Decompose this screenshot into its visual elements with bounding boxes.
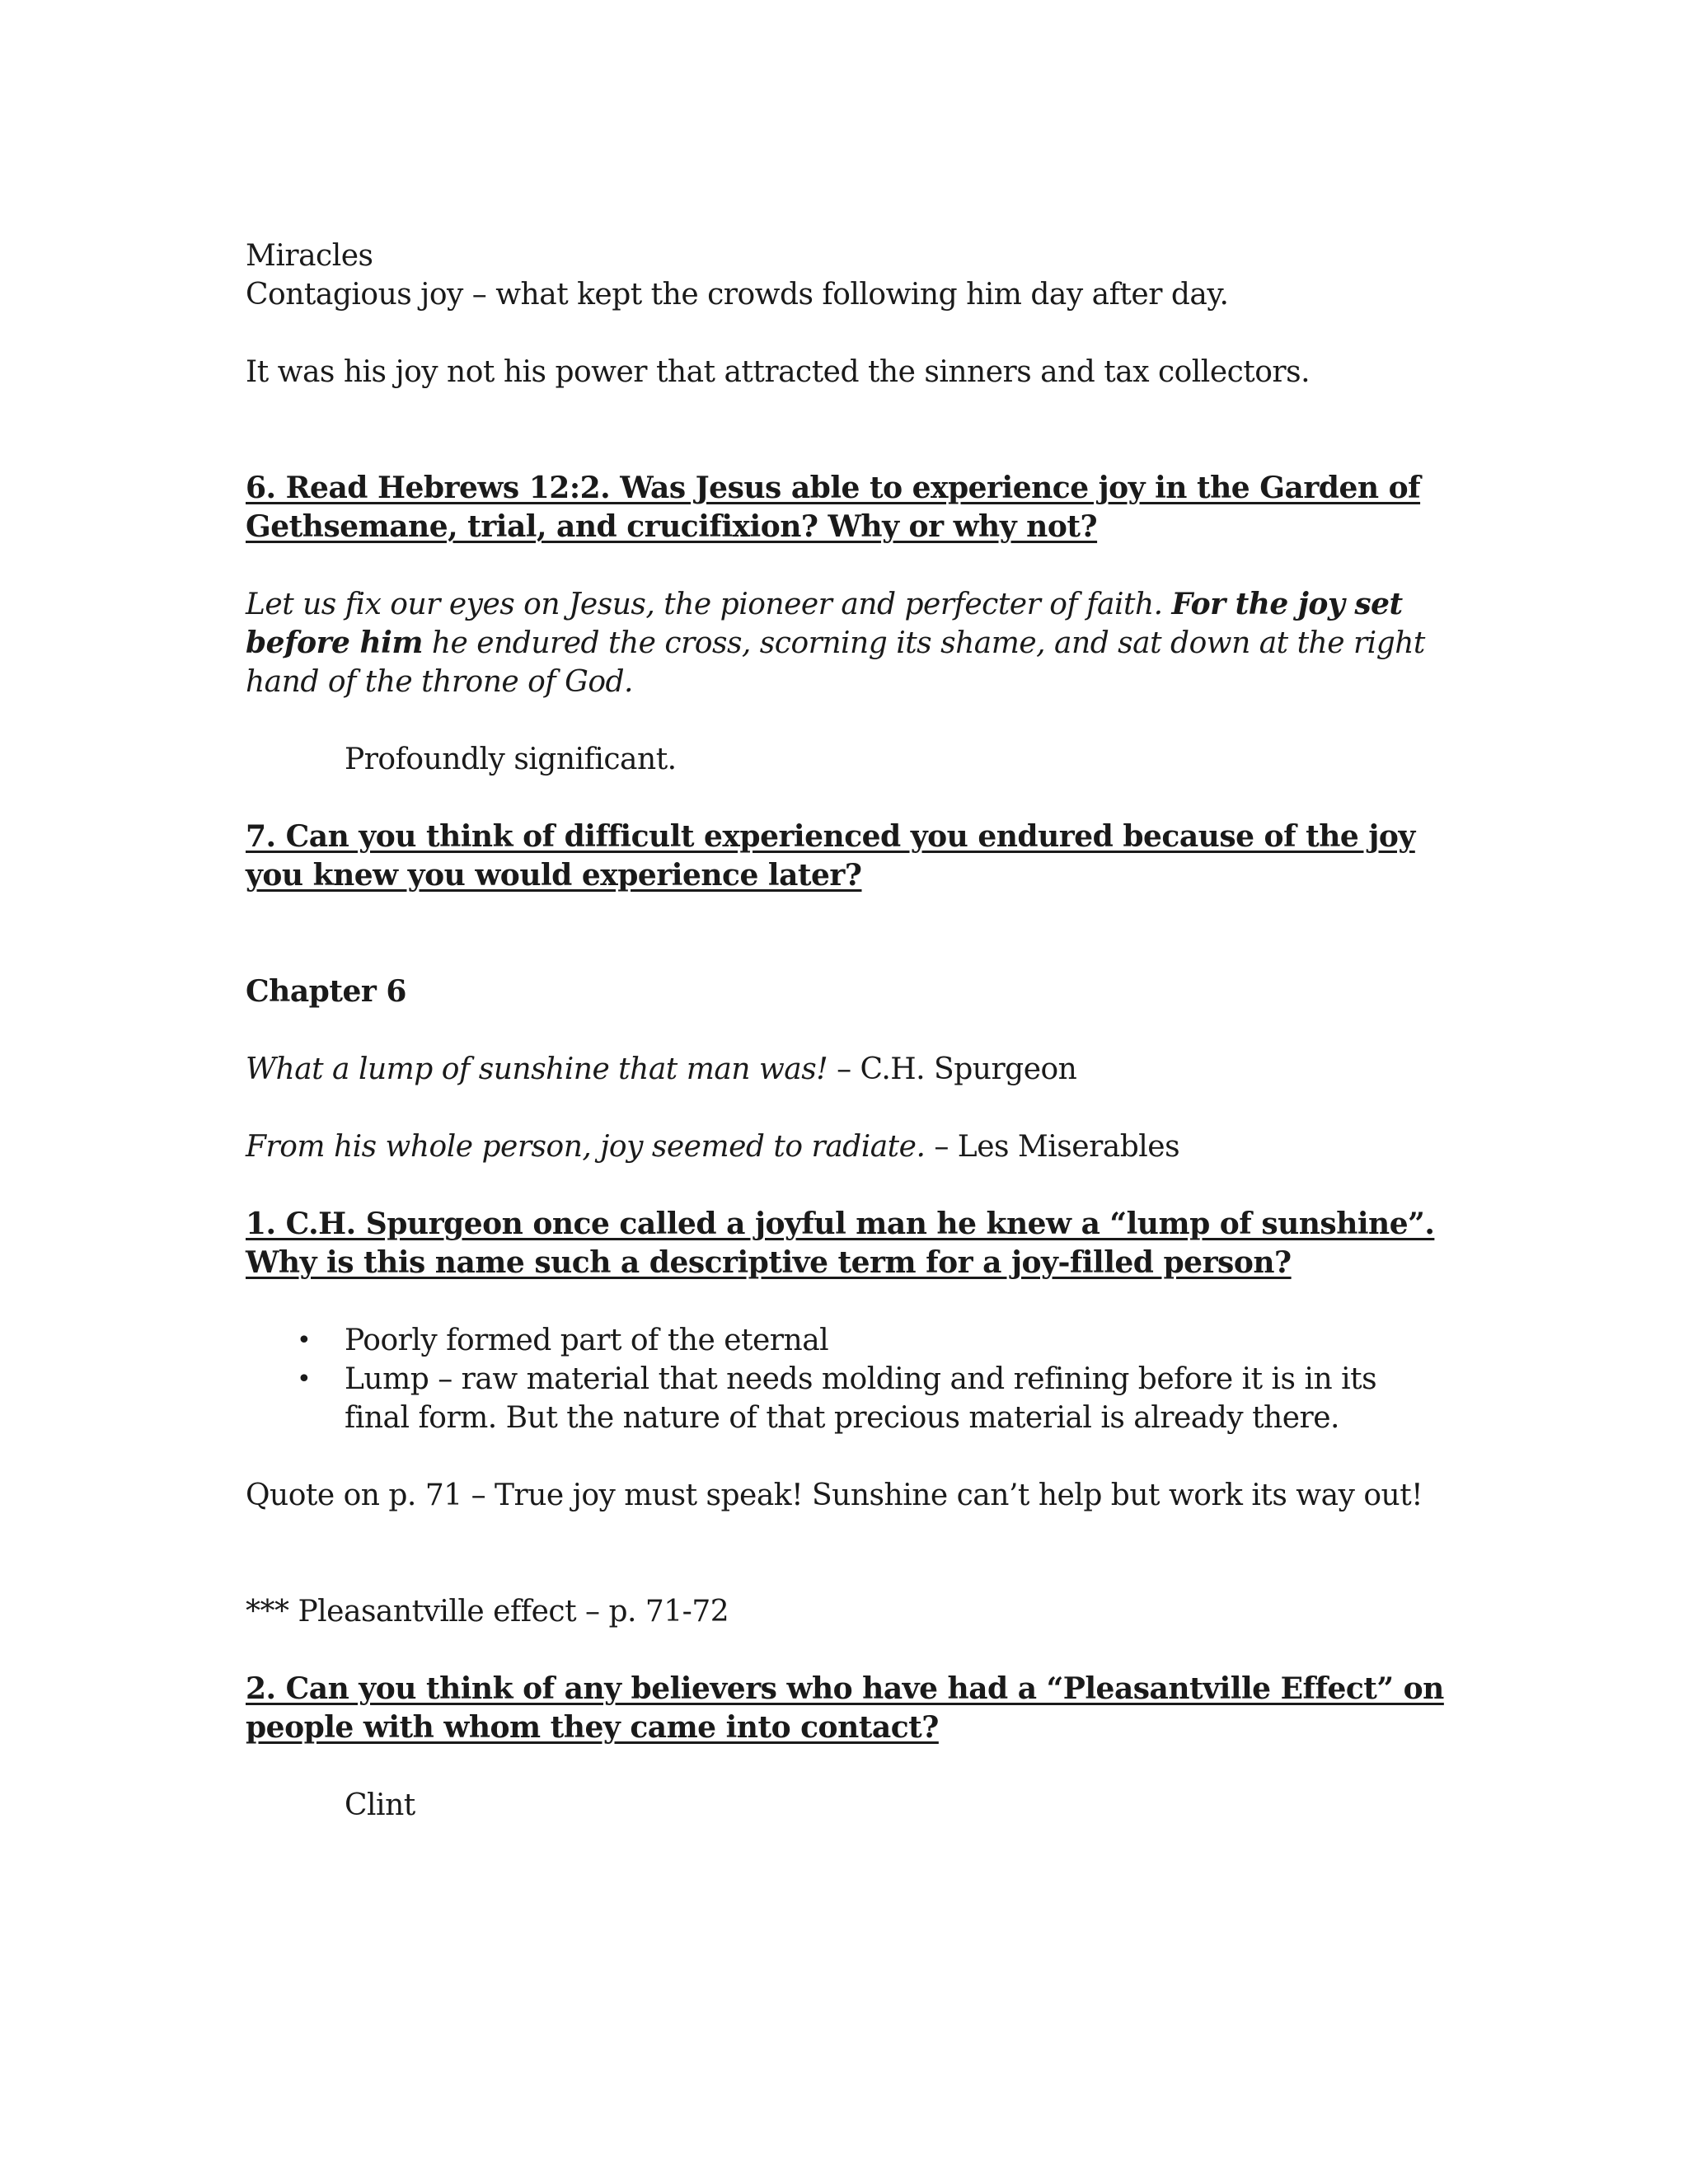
les-miserables-quote-text: From his whole person, joy seemed to radiate. (246, 1130, 926, 1164)
scripture-part-1: Let us fix our eyes on Jesus, the pioneer and perfecter of faith. (246, 588, 1172, 621)
scripture-quote (246, 585, 1449, 701)
clint-note: Clint (345, 1788, 415, 1822)
list-item (246, 1321, 1449, 1360)
spurgeon-quote-text: What a lump of sunshine that man was! (246, 1052, 828, 1086)
chapter-heading: Chapter 6 (246, 974, 406, 1009)
bullet-icon: • (297, 1326, 312, 1355)
spurgeon-quote (246, 1050, 1449, 1089)
scripture-part-2: he endured the cross, scorning its shame, and sat down at the right hand of the throne of God. (246, 626, 1425, 699)
les-miserables-quote (246, 1127, 1449, 1166)
profoundly-significant-note: Profoundly significant. (345, 743, 677, 776)
bullet-icon: • (297, 1365, 312, 1394)
spacer (246, 391, 1449, 469)
bullet-text: Lump – raw material that needs molding and refining before it is in its final form. But the nature of that precious material is already there. (345, 1362, 1377, 1435)
joy-not-power-line: It was his joy not his power that attracted the sinners and tax collectors. (246, 355, 1311, 389)
spacer (246, 701, 1449, 740)
spacer (246, 1089, 1449, 1127)
scripture-emphasis: For the joy set before him (246, 587, 1403, 660)
les-miserables-quote-attribution: – Les Miserables (925, 1130, 1180, 1164)
miracles-line: Miracles (246, 239, 373, 273)
bullet-text: Poorly formed part of the eternal (345, 1324, 829, 1357)
spacer (246, 1515, 1449, 1592)
spacer (246, 1631, 1449, 1670)
spacer (246, 1166, 1449, 1205)
spacer (246, 1437, 1449, 1476)
pleasantville-note: *** Pleasantville effect – p. 71-72 (246, 1595, 729, 1629)
bullet-list (246, 1321, 1449, 1437)
spacer (246, 546, 1449, 585)
spacer (246, 314, 1449, 353)
question-1-heading: 1. C.H. Spurgeon once called a joyful man he knew a “lump of sunshine”. Why is this name such a descriptive term for a joy-filled person? (246, 1207, 1435, 1280)
spacer (246, 895, 1449, 972)
list-item (246, 1360, 1449, 1437)
spacer (246, 779, 1449, 818)
document-page (246, 237, 1449, 1825)
contagious-joy-line: Contagious joy – what kept the crowds following him day after day. (246, 278, 1229, 312)
spacer (246, 1282, 1449, 1321)
spacer (246, 1011, 1449, 1050)
quote-p71-line: Quote on p. 71 – True joy must speak! Sunshine can’t help but work its way out! (246, 1479, 1423, 1512)
question-2-heading: 2. Can you think of any believers who have had a “Pleasantville Effect” on people with whom they came into contact? (246, 1671, 1444, 1745)
spacer (246, 1747, 1449, 1786)
question-6-heading: 6. Read Hebrews 12:2. Was Jesus able to experience joy in the Garden of Gethsemane, trial, and crucifixion? Why or why not? (246, 471, 1421, 544)
question-7-heading: 7. Can you think of difficult experienced you endured because of the joy you knew you would experience later? (246, 819, 1415, 893)
spurgeon-quote-attribution: – C.H. Spurgeon (828, 1052, 1077, 1086)
